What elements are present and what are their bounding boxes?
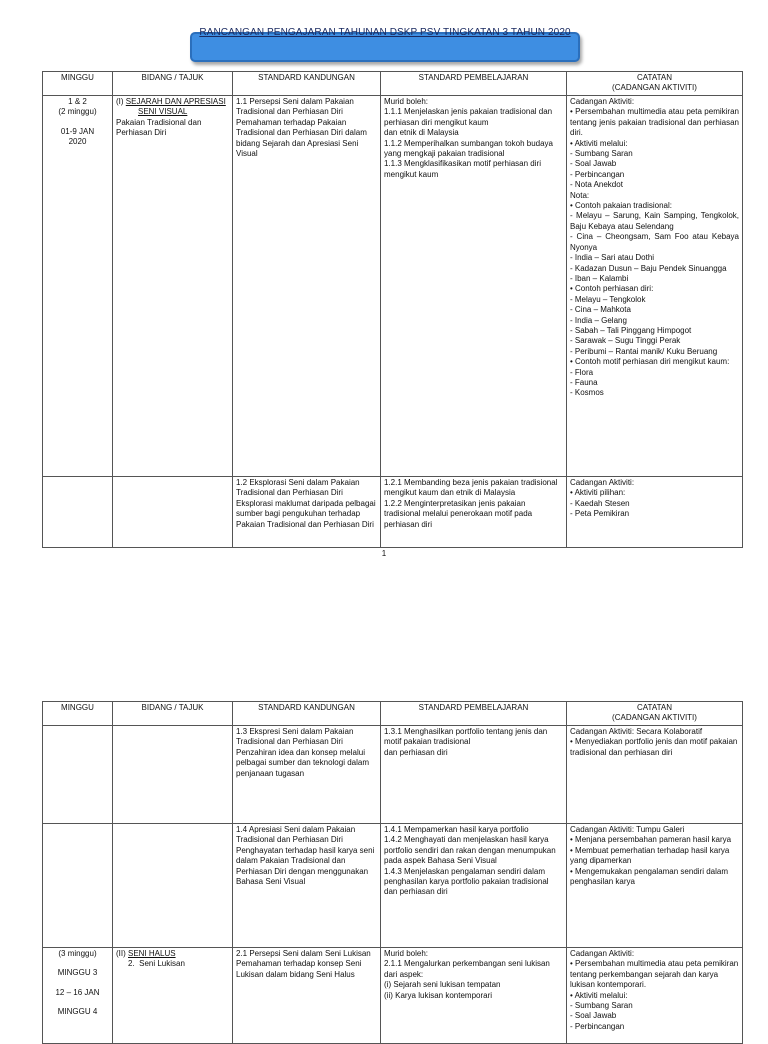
notes-line: - Soal Jawab bbox=[570, 1011, 617, 1021]
week-line: 01-9 JAN bbox=[60, 126, 95, 136]
topic-cell bbox=[113, 96, 233, 477]
notes-line: • Persembahan multimedia atau peta pemikiran tentang jenis pakaian tradisional dan perhiasan diri. bbox=[570, 107, 742, 138]
learning-line: 1.3.1 Menghasilkan portfolio tentang jenis dan motif pakaian tradisional bbox=[384, 727, 550, 747]
notes-line: - Fauna bbox=[570, 377, 598, 387]
notes-cell bbox=[567, 477, 743, 548]
notes-line: • Menjana persembahan pameran hasil karya bbox=[570, 835, 732, 845]
learning-line: dan etnik di Malaysia bbox=[384, 128, 459, 138]
topic-subtitle: 2. Seni Lukisan bbox=[128, 959, 185, 969]
learning-standard-cell bbox=[381, 824, 567, 948]
header-catatan bbox=[567, 72, 743, 96]
page-number: 1 bbox=[381, 549, 387, 558]
table-row bbox=[43, 948, 743, 1044]
notes-line: Cadangan Aktiviti: Tumpu Galeri bbox=[570, 825, 685, 834]
notes-line: - Peta Pemikiran bbox=[570, 509, 630, 519]
topic-prefix: (I) bbox=[116, 97, 126, 106]
notes-line: • Contoh motif perhiasan diri mengikut kaum: bbox=[570, 357, 730, 367]
notes-line: Nota: bbox=[570, 190, 590, 200]
notes-line: • Contoh pakaian tradisional: bbox=[570, 201, 672, 211]
learning-standard-cell bbox=[381, 948, 567, 1044]
week-line: 2020 bbox=[68, 137, 87, 147]
content-standard-cell: 1.2 Eksplorasi Seni dalam Pakaian Tradisional dan Perhiasan Diri Eksplorasi maklumat daripada pelbagai sumber bagi pengukuhan terhadap Pakaian Tradisional dan Perhiasan Diri bbox=[233, 477, 381, 548]
week-cell bbox=[43, 96, 113, 477]
learning-line: 2.1.1 Mengalurkan perkembangan seni lukisan dari aspek: bbox=[384, 959, 553, 979]
learning-line: 1.2.2 Menginterpretasikan jenis pakaian tradisional melalui penerokaan motif pada perhiasan diri bbox=[384, 498, 535, 529]
table-header-row bbox=[43, 702, 743, 726]
notes-line: • Aktiviti pilihan: bbox=[570, 488, 626, 498]
notes-line: - Sabah – Tali Pinggang Himpogot bbox=[570, 325, 692, 335]
notes-line: - Iban – Kalambi bbox=[570, 273, 629, 283]
learning-line: dan perhiasan diri bbox=[384, 747, 448, 757]
header-pembelajaran: STANDARD PEMBELAJARAN bbox=[381, 702, 567, 726]
content-standard-cell: 1.4 Apresiasi Seni dalam Pakaian Tradisional dan Perhiasan Diri Penghayatan terhadap hasil karya seni dalam Pakaian Tradisional dan Perhiasan Diri dengan menggunakan Bahasa Seni Visual bbox=[233, 824, 381, 948]
header-minggu: MINGGU bbox=[43, 702, 113, 726]
notes-line: - India – Gelang bbox=[570, 315, 627, 325]
notes-line: • Contoh perhiasan diri: bbox=[570, 284, 654, 294]
topic-cell bbox=[113, 824, 233, 948]
notes-line: • Mengemukakan pengalaman sendiri dalam penghasilan karya bbox=[570, 866, 731, 887]
topic-title: SEJARAH DAN APRESIASI bbox=[125, 97, 226, 106]
notes-line: - Soal Jawab bbox=[570, 159, 617, 169]
learning-line: 1.4.1 Mempamerkan hasil karya portfolio bbox=[384, 825, 529, 834]
header-catatan bbox=[567, 702, 743, 726]
table-row bbox=[43, 477, 743, 548]
learning-standard-cell bbox=[381, 477, 567, 548]
notes-line: • Persembahan multimedia atau peta pemikiran tentang perkembangan sejarah dan karya lukisan kontemporari. bbox=[570, 959, 741, 990]
topic-cell bbox=[113, 726, 233, 824]
notes-line: - Perbincangan bbox=[570, 1021, 625, 1031]
header-catatan-label: CATATAN bbox=[637, 703, 672, 712]
table-header-row bbox=[43, 72, 743, 96]
header-pembelajaran: STANDARD PEMBELAJARAN bbox=[381, 72, 567, 96]
learning-line: Murid boleh: bbox=[384, 97, 429, 106]
notes-line: • Menyediakan portfolio jenis dan motif pakaian tradisional dan perhiasan diri bbox=[570, 737, 740, 757]
notes-line: - Sarawak – Sugu Tinggi Perak bbox=[570, 336, 681, 346]
content-standard-cell: 1.1 Persepsi Seni dalam Pakaian Tradisional dan Perhiasan Diri Pemahaman terhadap Pakaian Tradisional dan Perhiasan Diri dalam bidang Sejarah dan Apresiasi Seni Visual bbox=[233, 96, 381, 477]
notes-line: - Melayu – Sarung, Kain Samping, Tengkolok, Baju Kebaya atau Selendang bbox=[570, 211, 742, 231]
header-bidang: BIDANG / TAJUK bbox=[113, 72, 233, 96]
learning-line: 1.1.3 Mengklasifikasikan motif perhiasan diri mengikut kaum bbox=[384, 159, 544, 179]
topic-cell bbox=[113, 948, 233, 1044]
notes-line: Cadangan Aktiviti: bbox=[570, 97, 635, 106]
notes-line: - Perbincangan bbox=[570, 169, 625, 179]
week-line: MINGGU 3 bbox=[57, 968, 98, 978]
notes-line: - Melayu – Tengkolok bbox=[570, 294, 646, 304]
notes-cell bbox=[567, 824, 743, 948]
notes-line: - Flora bbox=[570, 367, 594, 377]
notes-line: • Aktiviti melalui: bbox=[570, 990, 628, 1000]
learning-line: 1.2.1 Membanding beza jenis pakaian tradisional mengikut kaum dan etnik di Malaysia bbox=[384, 478, 560, 498]
learning-line: (ii) Karya lukisan kontemporari bbox=[384, 990, 493, 1000]
notes-line: - Peribumi – Rantai manik/ Kuku Beruang bbox=[570, 346, 718, 356]
notes-line: - Sumbang Saran bbox=[570, 149, 633, 159]
notes-cell bbox=[567, 948, 743, 1044]
table-row bbox=[43, 824, 743, 948]
page2-table bbox=[42, 701, 743, 1044]
header-kandungan: STANDARD KANDUNGAN bbox=[233, 702, 381, 726]
header-catatan-sub: (CADANGAN AKTIVITI) bbox=[612, 83, 697, 92]
learning-line: (i) Sejarah seni lukisan tempatan bbox=[384, 980, 501, 990]
week-line: 1 & 2 bbox=[68, 97, 87, 106]
table-row bbox=[43, 96, 743, 477]
learning-standard-cell bbox=[381, 96, 567, 477]
topic-title: SENI HALUS bbox=[128, 949, 176, 958]
header-catatan-sub: (CADANGAN AKTIVITI) bbox=[612, 713, 697, 722]
learning-line: 1.4.3 Menjelaskan pengalaman sendiri dalam penghasilan karya portfolio pakaian tradisional dan perhiasan diri bbox=[384, 866, 551, 897]
topic-cell bbox=[113, 477, 233, 548]
header-minggu: MINGGU bbox=[43, 72, 113, 96]
notes-line: Cadangan Aktiviti: Secara Kolaboratif bbox=[570, 727, 703, 736]
notes-line: • Membuat pemerhatian terhadap hasil karya yang dipamerkan bbox=[570, 845, 732, 866]
notes-cell bbox=[567, 96, 743, 477]
learning-line: 1.1.1 Menjelaskan jenis pakaian tradisional dan perhiasan diri mengikut kaum bbox=[384, 107, 555, 127]
notes-line: - Sumbang Saran bbox=[570, 1001, 633, 1011]
week-cell bbox=[43, 824, 113, 948]
content-standard-cell: 1.3 Ekspresi Seni dalam Pakaian Tradisional dan Perhiasan Diri Penzahiran idea dan konsep melalui pelbagai sumber dan teknologi dalam penjanaan tugasan bbox=[233, 726, 381, 824]
table-row bbox=[43, 726, 743, 824]
notes-cell bbox=[567, 726, 743, 824]
document-title: RANCANGAN PENGAJARAN TAHUNAN DSKP PSV TINGKATAN 3 TAHUN 2020 bbox=[199, 27, 571, 38]
notes-line: - India – Sari atau Dothi bbox=[570, 253, 655, 263]
notes-line: - Kosmos bbox=[570, 388, 604, 398]
content-standard-cell: 2.1 Persepsi Seni dalam Seni Lukisan Pemahaman terhadap konsep Seni Lukisan dalam bidang Seni Halus bbox=[233, 948, 381, 1044]
week-line: MINGGU 4 bbox=[57, 1007, 98, 1017]
notes-line: - Kaedah Stesen bbox=[570, 498, 630, 508]
topic-prefix: (II) bbox=[116, 949, 128, 958]
week-line: (3 minggu) bbox=[58, 949, 97, 958]
notes-line: Cadangan Aktiviti: bbox=[570, 949, 635, 958]
learning-line: Murid boleh: bbox=[384, 949, 429, 958]
week-cell bbox=[43, 948, 113, 1044]
week-line: (2 minggu) bbox=[58, 107, 97, 117]
header-bidang: BIDANG / TAJUK bbox=[113, 702, 233, 726]
notes-line: Cadangan Aktiviti: bbox=[570, 478, 635, 487]
week-cell bbox=[43, 726, 113, 824]
header-kandungan: STANDARD KANDUNGAN bbox=[233, 72, 381, 96]
notes-line: • Aktiviti melalui: bbox=[570, 138, 628, 148]
learning-line: 1.4.2 Menghayati dan menjelaskan hasil karya portfolio sendiri dan rakan dengan menumpukan pada aspek Bahasa Seni Visual bbox=[384, 835, 558, 866]
notes-line: - Cina – Cheongsam, Sam Foo atau Kebaya Nyonya bbox=[570, 232, 742, 252]
notes-line: - Cina – Mahkota bbox=[570, 305, 631, 315]
header-catatan-label: CATATAN bbox=[637, 73, 672, 82]
notes-line: - Kadazan Dusun – Baju Pendek Sinuangga bbox=[570, 263, 727, 273]
learning-standard-cell bbox=[381, 726, 567, 824]
topic-title-2: SENI VISUAL bbox=[138, 107, 188, 117]
topic-subtitle: Pakaian Tradisional dan Perhiasan Diri bbox=[116, 117, 204, 138]
notes-line: - Nota Anekdot bbox=[570, 180, 623, 190]
learning-line: 1.1.2 Memperihalkan sumbangan tokoh budaya yang mengkaji pakaian tradisional bbox=[384, 138, 556, 159]
page1-table bbox=[42, 71, 743, 548]
week-line: 12 – 16 JAN bbox=[55, 987, 100, 997]
week-cell bbox=[43, 477, 113, 548]
